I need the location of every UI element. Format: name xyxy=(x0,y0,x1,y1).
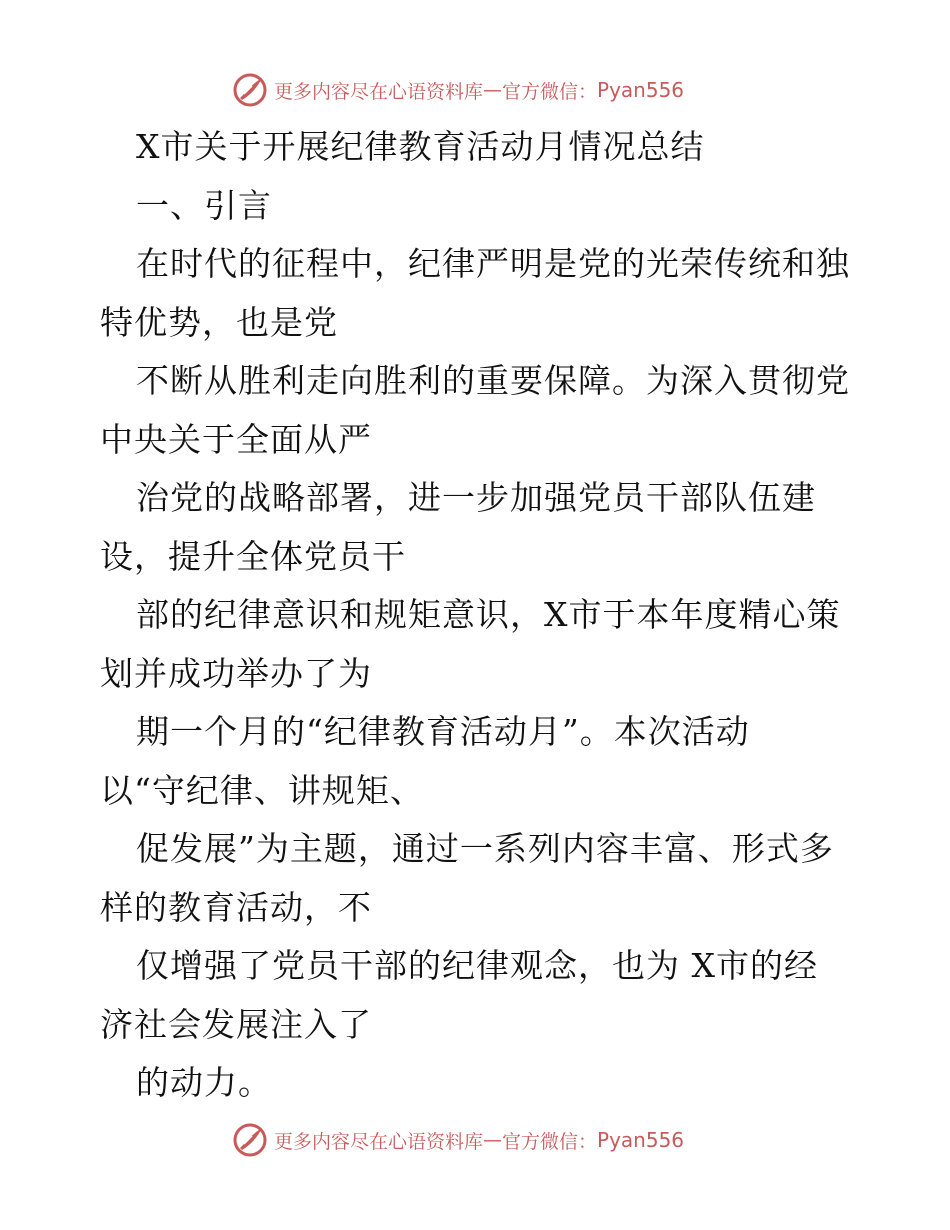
watermark-dash: — xyxy=(483,79,503,101)
paragraph-line: 期一个月的“纪律教育活动月”。本次活动 xyxy=(136,712,750,751)
paragraph-line: 样的教育活动，不 xyxy=(100,887,372,927)
paragraph-line: 在时代的征程中，纪律严明是党的光荣传统和独 xyxy=(136,244,850,283)
section-heading: 一、引言 xyxy=(136,185,272,225)
paragraph-line: 治党的战略部署，进一步加强党员干部队伍建 xyxy=(136,478,816,517)
watermark-label: 官方微信： xyxy=(502,80,598,103)
paragraph-line: 济社会发展注入了 xyxy=(100,1004,372,1044)
document-title: X市关于开展纪律教育活动月情况总结 xyxy=(136,127,705,166)
watermark-text: 更多内容尽在心语资料库 xyxy=(274,80,484,103)
quill-logo-icon xyxy=(232,1122,268,1158)
footer-watermark xyxy=(232,1120,684,1160)
document-body xyxy=(100,118,870,1113)
watermark-dash: — xyxy=(483,1129,503,1151)
watermark-text: 更多内容尽在心语资料库 xyxy=(274,1130,484,1153)
paragraph-line: 中央关于全面从严 xyxy=(100,419,372,459)
header-watermark xyxy=(232,70,684,110)
quill-logo-icon xyxy=(232,72,268,108)
paragraph-line: 促发展”为主题，通过一系列内容丰富、形式多 xyxy=(136,829,834,868)
paragraph-line: 以“守纪律、讲规矩、 xyxy=(100,770,424,810)
watermark-label: 官方微信： xyxy=(502,1130,598,1153)
paragraph-line: 仅增强了党员干部的纪律观念，也为 X市的经 xyxy=(136,946,818,985)
paragraph-line: 划并成功举办了为 xyxy=(100,653,372,693)
paragraph-line: 部的纪律意识和规矩意识，X市于本年度精心策 xyxy=(136,595,841,634)
watermark-handle: Pyan556 xyxy=(597,78,685,102)
paragraph-line: 的动力。 xyxy=(136,1063,272,1102)
watermark-handle: Pyan556 xyxy=(597,1128,685,1152)
paragraph-line: 设，提升全体党员干 xyxy=(100,536,406,576)
paragraph-line: 不断从胜利走向胜利的重要保障。为深入贯彻党 xyxy=(136,361,850,400)
paragraph-line: 特优势，也是党 xyxy=(100,302,338,342)
